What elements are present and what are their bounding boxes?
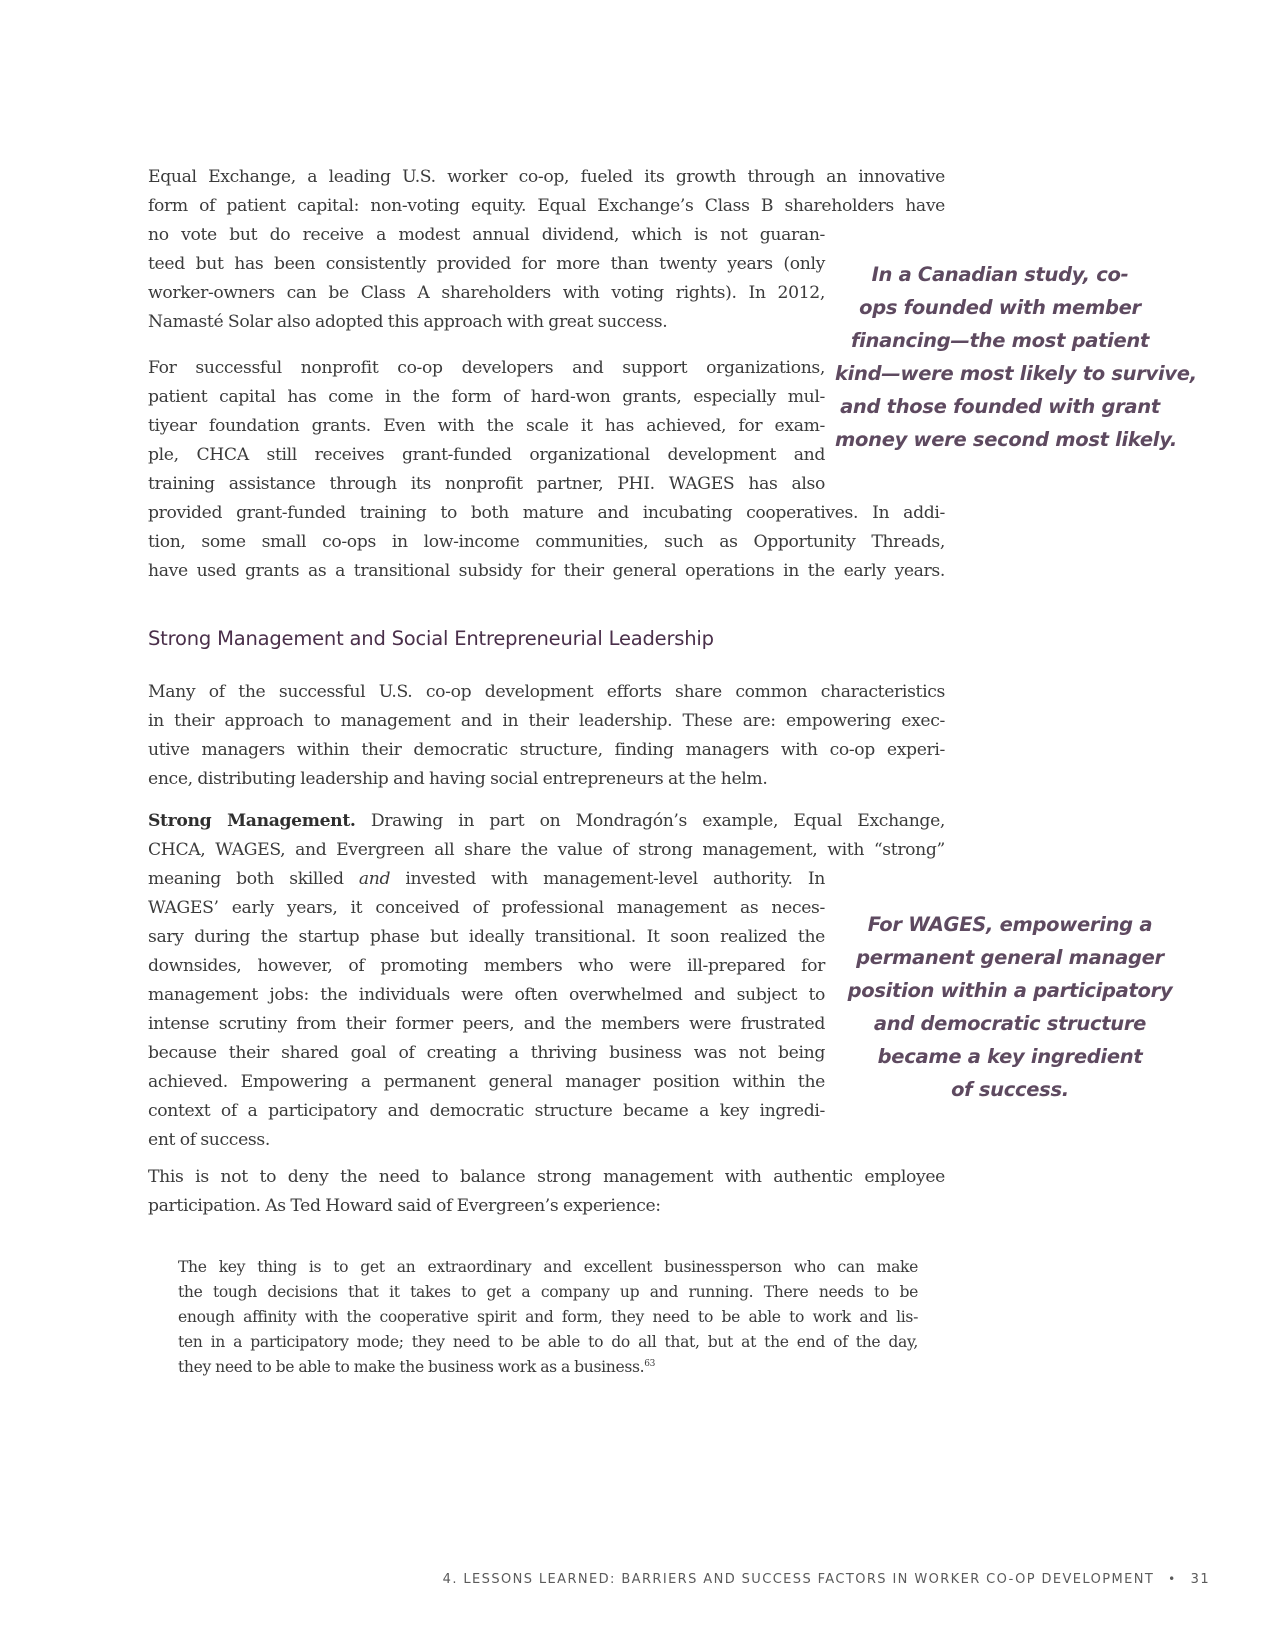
text-line: form of patient capital: non-voting equity. Equal Exchange’s Class B shareholders have [148,196,945,216]
text-line: CHCA, WAGES, and Evergreen all share the value of strong management, with “strong” [148,840,945,860]
pull-quote-line: financing—the most patient [850,329,1150,352]
text-line: This is not to deny the need to balance strong management with authentic employee [148,1167,945,1187]
pull-quote-line: For WAGES, empowering a [867,913,1153,936]
text-line: ple, CHCA still receives grant-funded organizational development and [148,445,825,465]
pull-quote-line: permanent general manager [856,946,1164,969]
text-line [148,865,825,894]
quote-line: ten in a participatory mode; they need to be able to do all that, but at the end of the day, [178,1333,918,1351]
section-heading: Strong Management and Social Entrepreneurial Leadership [148,627,714,650]
quote-line: The key thing is to get an extraordinary and excellent businessperson who can make [178,1258,918,1276]
text-line: downsides, however, of promoting members who were ill-prepared for [148,956,825,976]
italic-emphasis: and [358,869,391,889]
text-line: training assistance through its nonprofit partner, PHI. WAGES has also [148,474,825,494]
text-line: Equal Exchange, a leading U.S. worker co-op, fueled its growth through an innovative [148,167,945,187]
paragraph-balance-participation [148,1163,945,1221]
text-line: tion, some small co-ops in low-income communities, such as Opportunity Threads, [148,532,945,552]
text-line: teed but has been consistently provided for more than twenty years (only [148,254,825,274]
text-line: management jobs: the individuals were often overwhelmed and subject to [148,985,825,1005]
text-line: utive managers within their democratic structure, finding managers with co-op experi- [148,740,945,760]
text-line: because their shared goal of creating a thriving business was not being [148,1043,825,1063]
text-line: participation. As Ted Howard said of Evergreen’s experience: [148,1196,661,1216]
quote-line [178,1355,918,1380]
pull-quote-line: ops founded with member [859,296,1141,319]
text-line: have used grants as a transitional subsidy for their general operations in the early years. [148,561,945,581]
paragraph-nonprofit-grants [148,354,945,586]
text-line: Many of the successful U.S. co-op development efforts share common characteristics [148,682,945,702]
quote-line: enough affinity with the cooperative spirit and form, they need to be able to work and lis- [178,1308,918,1326]
pull-quote-line: In a Canadian study, co- [871,263,1129,286]
run-in-heading: Strong Management. [148,811,356,831]
text-line: patient capital has come in the form of hard-won grants, especially mul- [148,387,825,407]
text-line: sary during the startup phase but ideally transitional. It soon realized the [148,927,825,947]
text-line: WAGES’ early years, it conceived of professional management as neces- [148,898,825,918]
footnote-reference[interactable]: 63 [644,1358,656,1369]
text-line: context of a participatory and democratic structure became a key ingredi- [148,1101,825,1121]
running-title: 4. LESSONS LEARNED: BARRIERS AND SUCCESS FACTORS IN WORKER CO-OP DEVELOPMENT [442,1572,1155,1587]
pull-quote-line: money were second most likely. [835,428,1177,451]
separator-bullet: • [1168,1572,1177,1586]
pull-quote-line: of success. [951,1078,1069,1101]
text-span: meaning both skilled [148,869,359,889]
pull-quote-wages [845,908,1175,1106]
text-line: achieved. Empowering a permanent general manager position within the [148,1072,825,1092]
block-quote-ted-howard [178,1255,918,1380]
text-span: invested with management-level authority. In [390,869,826,889]
text-line: Namasté Solar also adopted this approach with great success. [148,312,668,332]
pull-quote-line: kind—were most likely to survive, [835,362,1197,385]
pull-quote-canadian-study [835,258,1197,456]
pull-quote-line: and democratic structure [873,1012,1147,1035]
paragraph-strong-management [148,807,945,1155]
text-line: ent of success. [148,1130,270,1150]
page-footer [380,1572,1210,1587]
text-line: intense scrutiny from their former peers, and the members were frustrated [148,1014,825,1034]
text-line: no vote but do receive a modest annual dividend, which is not guaran- [148,225,825,245]
text-line: ence, distributing leadership and having social entrepreneurs at the helm. [148,769,768,789]
pull-quote-line: became a key ingredient [877,1045,1143,1068]
text-line: worker-owners can be Class A shareholders with voting rights). In 2012, [148,283,825,303]
text-span: Drawing in part on Mondragón’s example, Equal Exchange, [355,811,946,831]
paragraph-common-characteristics [148,678,945,794]
text-span: they need to be able to make the business work as a business. [178,1358,645,1376]
text-line: provided grant-funded training to both mature and incubating cooperatives. In addi- [148,503,945,523]
text-line [148,807,945,836]
text-line: in their approach to management and in their leadership. These are: empowering exec- [148,711,945,731]
quote-line: the tough decisions that it takes to get a company up and running. There needs to be [178,1283,918,1301]
text-line: For successful nonprofit co-op developers and support organizations, [148,358,825,378]
pull-quote-line: and those founded with grant [840,395,1160,418]
pull-quote-line: position within a participatory [847,979,1173,1002]
page-number: 31 [1190,1572,1210,1587]
paragraph-equal-exchange [148,163,945,337]
text-line: tiyear foundation grants. Even with the scale it has achieved, for exam- [148,416,825,436]
